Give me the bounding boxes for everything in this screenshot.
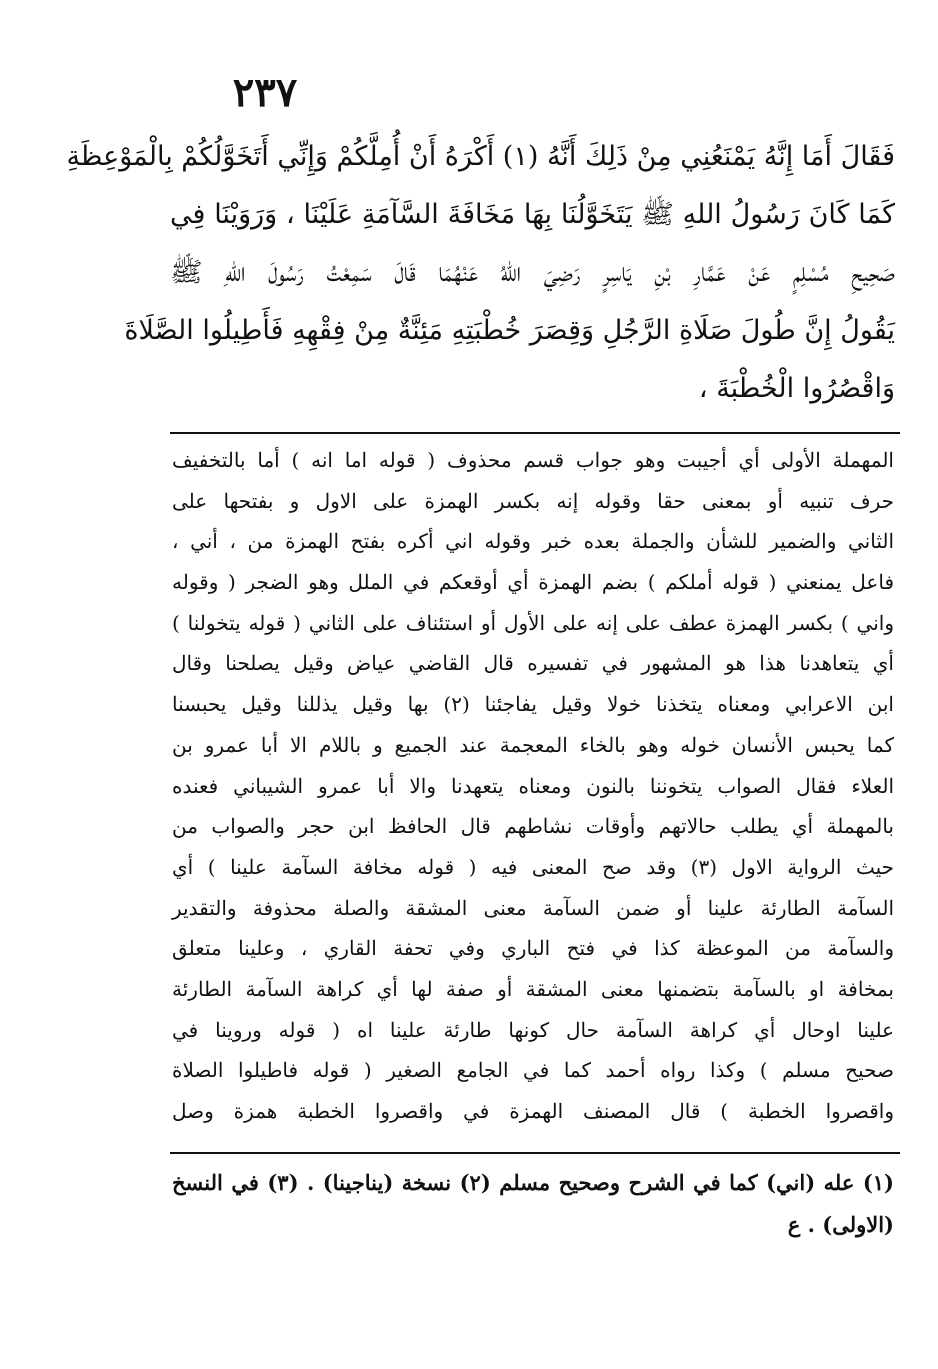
commentary-line: فاعل يمنعني ( قوله أملكم ) بضم الهمزة أي أوقعكم في الملل وهو الضجر ( وقوله — [172, 570, 894, 595]
footnote-line: (١) عله (اني) كما في الشرح وصحيح مسلم (٢) نسخة (يناجينا) . (٣) في النسخ — [172, 1170, 894, 1195]
page-number: ٢٣٧ — [232, 69, 298, 116]
commentary-line: كما يحبس الأنسان خوله وهو بالخاء المعجمة عند الجميع و باللام الا أبا عمرو بن — [172, 732, 894, 757]
footnote-line: (الاولى) . ع — [787, 1212, 894, 1237]
commentary-line: علينا اوحال أي كراهة السآمة حال كونها طارئة علينا اه ( قوله وروينا في — [172, 1017, 894, 1042]
main-text-line: فَقَالَ أَمَا إِنَّهُ يَمْنَعُنِي مِنْ ذَلِكَ أَنَّهُ (١) أَكْرَهُ أَنْ أُمِلَّكُمْ وَإِنِّي أَتَخَوَّلُكُمْ بِالْمَوْعِظَةِ — [66, 141, 895, 172]
commentary-block — [172, 440, 894, 1132]
main-text-line: كَمَا كَانَ رَسُولُ اللهِ ﷺ يَتَخَوَّلُنَا بِهَا مَخَافَةَ السَّآمَةِ عَلَيْنَا ، وَرَوَيْنَا فِي — [170, 199, 895, 230]
commentary-line: المهملة الأولى أي أجيبت وهو جواب قسم محذوف ( قوله اما انه ) أما بالتخفيف — [172, 448, 894, 472]
commentary-line: الثاني والضمير للشأن والجملة بعده خبر وقوله اني أكره بفتح الهمزة من ، أني ، — [172, 529, 894, 554]
commentary-line: حيث الرواية الاول (٣) وقد صح المعنى فيه ( قوله مخافة السآمة علينا ) أي — [172, 854, 894, 879]
commentary-line: أي يتعاهدنا هذا هو المشهور في تفسيره قال القاضي عياض وقيل يصلحنا وقال — [172, 651, 894, 676]
commentary-line: السآمة الطارئة علينا أو ضمن السآمة معنى المشقة والصلة محذوفة والتقدير — [172, 895, 894, 920]
main-text-line: يَقُولُ إِنَّ طُولَ صَلَاةِ الرَّجُلِ وَقِصَرَ خُطْبَتِهِ مَئِنَّةٌ مِنْ فِقْهِهِ فَأَطِيلُوا الصَّلَاةَ — [124, 315, 895, 346]
footnote-divider — [170, 1152, 900, 1154]
commentary-line: صحيح مسلم ) وكذا رواه أحمد كما في الجامع الصغير ( قوله فاطيلوا الصلاة — [172, 1058, 894, 1083]
commentary-line: واقصروا الخطبة ) قال المصنف الهمزة في واقصروا الخطبة همزة وصل — [172, 1099, 894, 1123]
commentary-line: واني ) بكسر الهمزة عطف على إنه على الأول أو استئناف على الثاني ( قوله يتخولنا ) — [172, 610, 894, 635]
commentary-line: والسآمة من الموعظة كذا في فتح الباري وفي تحفة القاري ، وعلينا متعلق — [172, 936, 894, 961]
main-commentary-divider — [170, 432, 900, 434]
commentary-line: العلاء فقال الصواب يتخوننا بالنون ومعناه يتعهدنا والا أبا عمرو الشيباني فعنده — [172, 773, 894, 798]
main-text-line: وَاقْصُرُوا الْخُطْبَةَ ، — [698, 373, 895, 404]
footnotes-block — [172, 1162, 894, 1246]
commentary-line: بمخافة او بالسآمة بتضمنها معنى المشقة أو صفة لها أي كراهة السآمة الطارئة — [172, 976, 894, 1001]
commentary-line: ابن الاعرابي ومعناه يتخذنا خولا وقيل يفاجئنا (٢) بها وقيل يذللنا وقيل يحبسنا — [172, 692, 894, 717]
main-text-line: صَحِيحِ مُسْلِمٍ عَنْ عَمَّارِ بْنِ يَاسِرٍ رَضِيَ اللهُ عَنْهُمَا قَالَ سَمِعْتُ رَسُولَ اللهِ ﷺ — [170, 257, 895, 288]
commentary-line: بالمهملة أي يطلب حالاتهم وأوقات نشاطهم قال الحافظ ابن حجر والصواب من — [172, 814, 894, 839]
commentary-line: حرف تنبيه أو بمعنى حقا وقوله إنه بكسر الهمزة على الاول و بفتحها على — [172, 488, 894, 513]
main-text-block — [66, 128, 895, 418]
